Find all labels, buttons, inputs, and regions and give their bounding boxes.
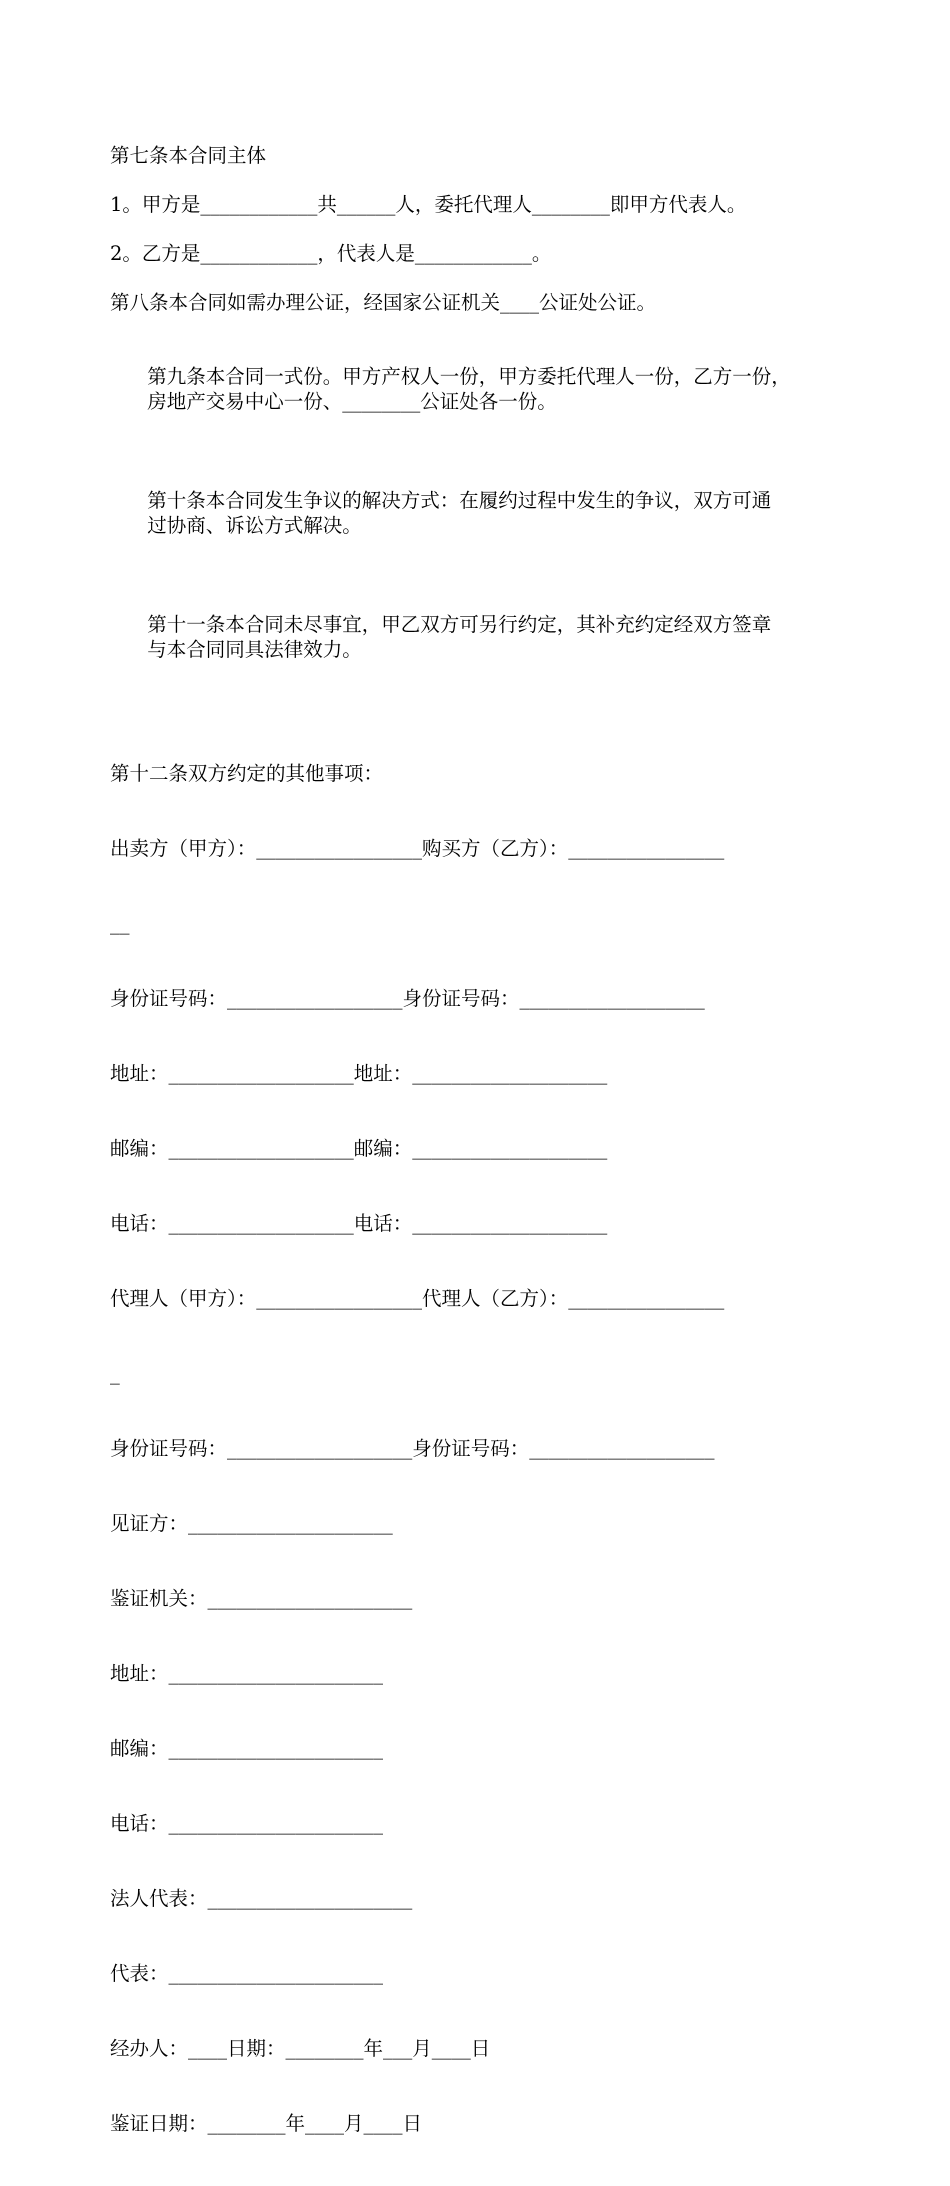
form-line: 邮编：___________________邮编：____________________ xyxy=(110,1137,608,1160)
article7-item1: 1。甲方是____________共______人，委托代理人________即甲方代表人。 xyxy=(110,193,747,216)
article9-line1: 第九条本合同一式份。甲方产权人一份，甲方委托代理人一份，乙方一份， xyxy=(147,365,791,388)
article10 xyxy=(110,463,855,563)
form-line: 经办人：____日期：________年___月____日 xyxy=(110,2037,491,2060)
article7-item2: 2。乙方是____________，代表人是____________。 xyxy=(110,242,552,265)
article11 xyxy=(110,587,855,687)
form-line: 身份证号码：__________________身份证号码：___________________ xyxy=(110,987,705,1010)
form-line: 法人代表：_____________________ xyxy=(110,1887,413,1910)
form-line: 电话：______________________ xyxy=(110,1812,384,1835)
signature-form xyxy=(110,711,855,2186)
form-line: 代理人（甲方）：_________________代理人（乙方）：________________ xyxy=(110,1287,725,1310)
article11-line2: 与本合同同具法律效力。 xyxy=(147,638,362,661)
form-line: 代表：______________________ xyxy=(110,1962,384,1985)
form-line: 地址：______________________ xyxy=(110,1662,384,1685)
form-line: 鉴证日期：________年____月____日 xyxy=(110,2112,423,2135)
form-line: 出卖方（甲方）：_________________购买方（乙方）：________________ xyxy=(110,837,725,860)
article8: 第八条本合同如需办理公证，经国家公证机关____公证处公证。 xyxy=(110,291,657,314)
article11-line1: 第十一条本合同未尽事宜，甲乙双方可另行约定，其补充约定经双方签章 xyxy=(147,613,772,636)
form-line: 电话：___________________电话：____________________ xyxy=(110,1212,608,1235)
form-line: 见证方：_____________________ xyxy=(110,1512,393,1535)
article9 xyxy=(110,339,855,439)
article9-line2: 房地产交易中心一份、________公证处各一份。 xyxy=(147,390,557,413)
article12-title: 第十二条双方约定的其他事项： xyxy=(110,762,384,785)
form-line: 地址：___________________地址：____________________ xyxy=(110,1062,608,1085)
article10-line2: 过协商、诉讼方式解决。 xyxy=(147,514,362,537)
form-line: 身份证号码：___________________身份证号码：___________________ xyxy=(110,1437,715,1460)
form-line: _ xyxy=(110,1362,120,1385)
form-line: 鉴证机关：_____________________ xyxy=(110,1587,413,1610)
contract-body xyxy=(110,143,855,2186)
form-line: 邮编：______________________ xyxy=(110,1737,384,1760)
form-line: __ xyxy=(110,912,130,935)
article7-title: 第七条本合同主体 xyxy=(110,144,267,167)
article10-line1: 第十条本合同发生争议的解决方式：在履约过程中发生的争议，双方可通 xyxy=(147,489,772,512)
